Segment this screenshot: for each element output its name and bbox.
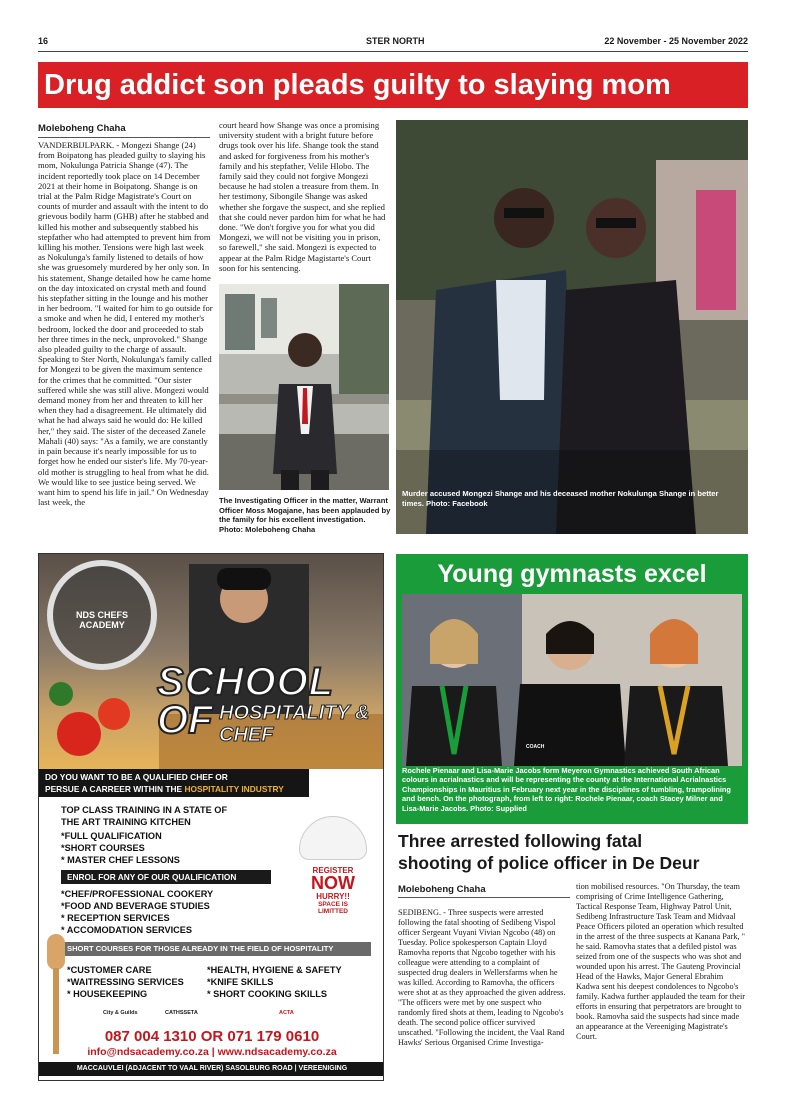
header-rule — [38, 51, 748, 52]
ad-hospitality-word: HOSPITALITY & — [219, 702, 370, 724]
issue-date: 22 November - 25 November 2022 — [604, 36, 748, 46]
second-byline: Moleboheng Chaha — [398, 884, 486, 895]
second-story-col2: tion mobilised resources. "On Thursday, the team comprising of Crime Intelligence Gathering, Tactical Response Team, Highway Patrol Unit, Sedibeng Infrastructure Task Team and Midvaal Peace Officers piloted an operation which resulted in the arrest of the three suspects at Kanana Park, " he said. Ramovha states that a defiled pistol was seized from one of the suspects who was shot and wounded upon his arrest. The Gauteng Provincial Head of the Hawks, Major General Ebrahim Kadwa sent his deepest condolences to Ngcobo's family. Kadwa further applauded the team for their efforts in ensuring that perpetrators are brought to book. Ramovha said the suspects had since made an appearance at the Vereeniging Magistrate's Court. — [576, 882, 746, 1041]
coach-shirt-label: COACH — [526, 744, 545, 750]
family-photo — [396, 120, 748, 534]
main-story-col2: court heard how Shange was once a promising university student with a bright future before drugs took over his life. Shange took the stand and asked for forgiveness from his mother's family and his stepfather, Velile Hlobo. The family said they could not forgive Mongezi because he had stolen a treasure from them. In her testimony, Sibongile Shange was asked whether she forgave the suspect, and she replied that she could never pardon him for what he had done. "We don't forgive you for what you did Mongezi, we will not be visiting you in prison, so farewell," she said. Mongezi is expected to appear at the Palm Ridge Magistarte's Court soon for his sentencing. — [219, 120, 386, 273]
ad-training: TOP CLASS TRAINING IN A STATE OF THE ART TRAINING KITCHEN — [61, 805, 228, 827]
ad-enrol-bar: ENROL FOR ANY OF OUR QUALIFICATION — [61, 870, 271, 884]
ad-chef-word: CHEF — [219, 724, 274, 746]
second-headline: Three arrested following fatal shooting of police officer in De Deur — [398, 831, 700, 873]
accreditation-logos — [103, 1004, 339, 1024]
gymnast-caption: Rochele Pienaar and Lisa-Marie Jacobs form Meyeron Gymnastics achieved South African colours in acrialnastics and will be representing the county at the International Acrialnastics Championships in Mauritius in February next year in the disciplines of tumbling, trampolining and bench. On the photograph, from left to right: Rochele Pienaar, coach Stacey Milner and Lisa-Marie Jacobs. Photo: Supplied — [402, 766, 731, 813]
main-byline: Moleboheng Chaha — [38, 123, 126, 134]
academy-logo — [47, 560, 157, 670]
page-number: 16 — [38, 36, 49, 46]
ad-contact-links[interactable]: info@ndsacademy.co.za | www.ndsacademy.co.za — [87, 1046, 337, 1058]
page-header — [38, 36, 748, 50]
main-story-col1: VANDERBIJLPARK. - Mongezi Shange (24) from Boipatong has pleaded guilty to slaying his mom, Nokulunga Patricia Shange (47). The incident reportedly took place on 14 December 2021 at their home in Boipatong. Shange is on trial at the Palm Ridge Magistrate's Court on counts of murder and assault with the intent to do grievous bodily harm (GHB) after he stabbed and killed his mother and subsequently stabbed his stepfather who had attempted to prevent him from killing his mother. Tensions were high last week as Nokulunga's family listened to details of how she was gruesomely murdered by her only son. In his statement, Shange detailed how he came home on the day intoxicated on crystal meth and found his stepfather sitting in the lounge and his mother in her bedroom. "I waited for him to go outside for a smoke and when he did, I entered my mother's bedroom, locked the door and proceeded to stab her three times in the neck, unprovoked." Shange also pleaded guilty to the charge of assault. Speaking to Ster North, Nokulunga's family called for Mongezi to be given the maximum sentence for the crimes that he committed. "Our sister suffered while she was still alive. Mongezi would demand money from her and threaten to kill her when they had a disagreement. He ultimately did what he had always said he would do: He killed her," they said. The sister of the deceased Zanele Mahali (40) says: "As a family, we are constantly in pain because it's nearly impossible for us to forget how he ended our sister's life. My 70-year-old mother is struggling to heal from what he did. We would like to see justice being served. We want him to spend his life in jail." On Wednesday last week, the — [38, 140, 213, 508]
second-story-col1: SEDIBENG. - Three suspects were arrested following the fatal shooting of Sedibeng Vispol officer Sergeant Vuyani Vivian Ngcobo (48) on Tuesday. Police spokesperson Captain Lloyd Ramovha reports that Ngcobo together with his colleague were attending to a complaint of suspected drug dealers in Wellersfarms when he was killed. According to Ramovha, the officers were shot at as they approached the given address. "The officers were met by one suspect who randomly fired shots at them, leading to Ngcobo's death. The second police officer survived unscathed. "Following the incident, the Vaal Rand Hawks' Serious Organised Crime Investiga- — [398, 908, 566, 1047]
ad-address-bar: MACCAUVLEI (ADJACENT TO VAAL RIVER) SASOLBURG ROAD | VEREENIGING — [39, 1062, 384, 1076]
second-byline-rule — [398, 897, 570, 898]
ad-of-word: OF — [157, 698, 213, 742]
main-headline: Drug addict son pleads guilty to slaying mom — [38, 62, 748, 108]
officer-photo-image — [219, 284, 389, 490]
ad-short-courses-left: *CUSTOMER CARE *WAITRESSING SERVICES * HOUSEKEEPING — [67, 965, 184, 999]
gymnast-headline: Young gymnasts excel — [396, 554, 748, 594]
ad-qualifications: *CHEF/PROFESSIONAL COOKERY *FOOD AND BEVERAGE STUDIES * RECEPTION SERVICES * ACCOMODATION SERVICES — [61, 889, 214, 935]
ad-short-courses-right: *HEALTH, HYGIENE & SAFETY *KNIFE SKILLS * SHORT COOKING SKILLS — [207, 965, 342, 999]
family-caption: Murder accused Mongezi Shange and his deceased mother Nokulunga Shange in better times. Photo: Facebook — [402, 489, 719, 508]
cathsseta-logo: CATHSSETA — [165, 1010, 198, 1016]
register-badge: REGISTER NOW HURRY!! SPACE IS LIMITTED — [291, 816, 375, 912]
publication-name: STER NORTH — [366, 36, 425, 46]
chef-academy-ad[interactable] — [38, 553, 384, 1081]
officer-caption: The Investigating Officer in the matter, Warrant Officer Moss Mogajane, has been applauded by the family for his excellent investigation. Photo: Moleboheng Chaha — [219, 496, 391, 534]
gymnast-photo — [402, 594, 754, 766]
chef-illustration — [299, 816, 367, 860]
acta-logo: ACTA — [279, 1010, 294, 1016]
family-photo-image — [396, 120, 748, 534]
ad-phone-numbers[interactable]: 087 004 1310 OR 071 179 0610 — [104, 1028, 320, 1045]
academy-logo-text: NDS CHEFS ACADEMY — [75, 610, 128, 630]
ad-school-word: SCHOOL — [157, 660, 335, 704]
ad-short-bar: SHORT COURSES FOR THOSE ALREADY IN THE FIELD OF HOSPITALITY — [61, 942, 371, 956]
ad-offers: *FULL QUALIFICATION *SHORT COURSES * MASTER CHEF LESSONS — [61, 831, 180, 865]
ad-hero-image — [39, 554, 384, 769]
byline-rule — [38, 137, 210, 138]
city-guilds-logo: City & Guilds — [103, 1010, 138, 1016]
ad-question-bar: DO YOU WANT TO BE A QUALIFIED CHEF OR PERSUE A CARREER WITHIN THE HOSPITALITY INDUSTRY — [39, 769, 309, 797]
officer-photo — [219, 284, 389, 490]
